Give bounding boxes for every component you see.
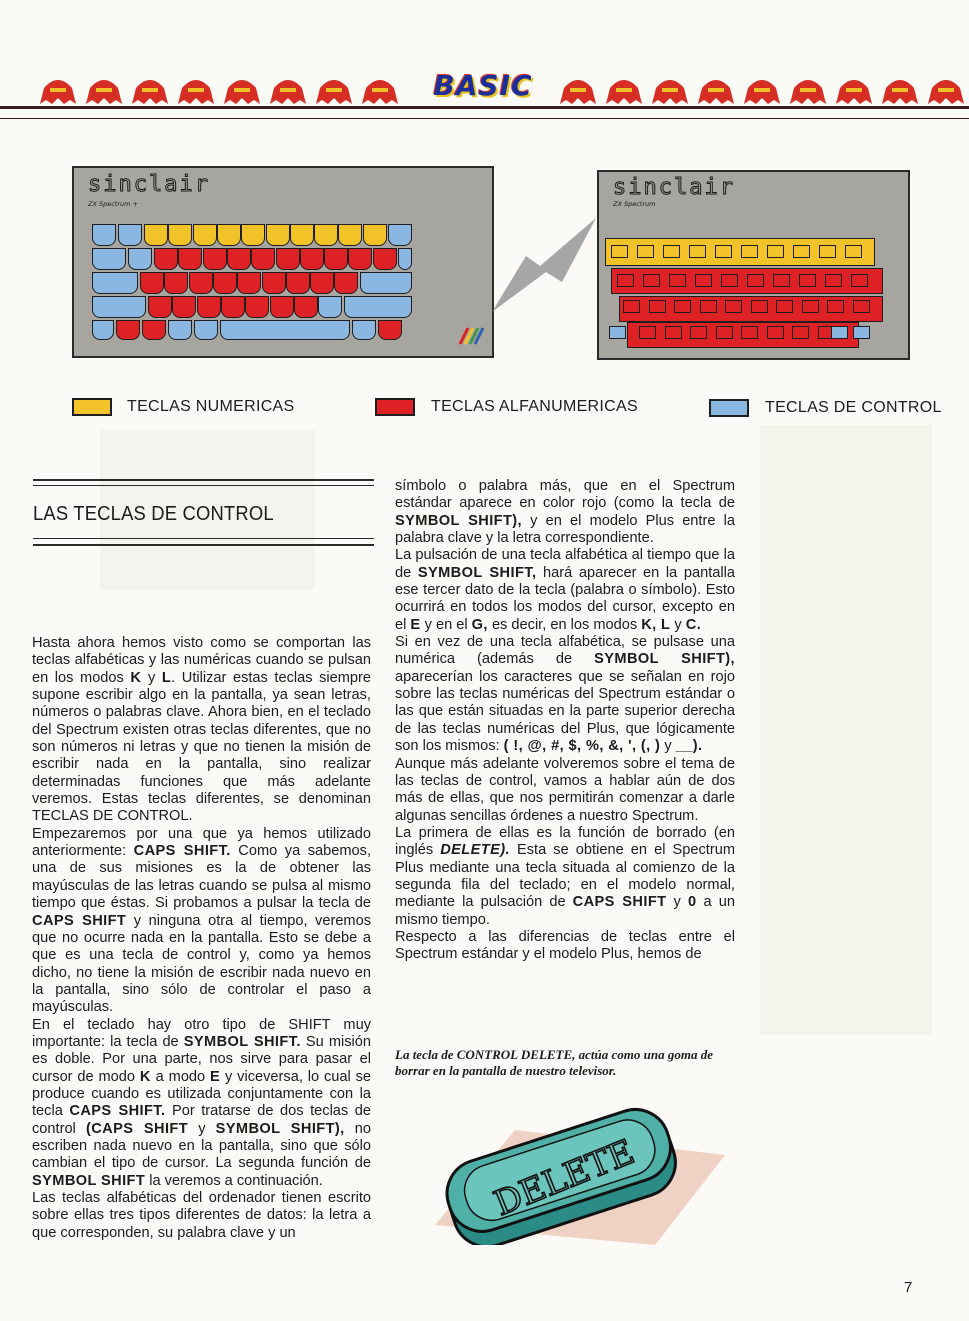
- keyboard-key: [674, 300, 691, 313]
- keyboard-key: [373, 248, 397, 270]
- keyboard-key: [643, 274, 660, 287]
- legend-label-alphanumeric: TECLAS ALFANUMERICAS: [431, 398, 638, 415]
- space-invader-eye: [662, 88, 678, 92]
- keyboard-key: [251, 248, 275, 270]
- keyboard-key: [767, 245, 784, 258]
- space-invader-eye: [846, 88, 862, 92]
- keyboard-key: [193, 224, 217, 246]
- keyboard-key: [851, 274, 868, 287]
- keyboard-key: [144, 224, 168, 246]
- keyboard-key: [197, 296, 221, 318]
- keyboard-key: [262, 272, 286, 294]
- keyboard-key: [721, 274, 738, 287]
- keyboard-key: [378, 320, 402, 340]
- keyboard-key: [609, 326, 626, 339]
- keyboard-key: [845, 245, 862, 258]
- paragraph: símbolo o palabra más, que en el Spectrum estándar aparece en color rojo (como la tecla de SYMBOL SHIFT), y en el modelo Plus entre la palabra clave y la letra correspondiente.: [395, 478, 735, 547]
- figure-caption: La tecla de CONTROL DELETE, actúa como una goma de borrar en la pantalla de nuestro televisor.: [395, 1047, 713, 1078]
- keyboard-brand: sinclair: [613, 175, 735, 200]
- keyboard-key: [189, 272, 213, 294]
- keyboard-key: [716, 326, 733, 339]
- keyboard-key: [363, 224, 387, 246]
- keyboard-key: [221, 296, 245, 318]
- paragraph: Empezaremos por una que ya hemos utilizado anteriormente: CAPS SHIFT. Como ya sabemos, una de sus misiones es la de obtener las mayúsculas de las letras cuando se pulsa al mismo tiempo que éstas. Si probamos a pulsar la tecla de CAPS SHIFT y ninguna otra al tiempo, veremos que no ocurre nada en la pantalla. Esto se debe a que es una tecla de control y, como ya hemos dicho, no tiene la misión de escribir nada nuevo en la pantalla, sino sólo de controlar el paso a mayúsculas.: [32, 825, 372, 1016]
- keyboard-key: [92, 224, 116, 246]
- legend-label-numeric: TECLAS NUMERICAS: [127, 398, 295, 415]
- keyboard-key: [819, 245, 836, 258]
- keyboard-key: [164, 272, 188, 294]
- keyboard-key: [637, 245, 654, 258]
- basic-logo: BASIC: [433, 69, 533, 102]
- keyboard-model: ZX Spectrum: [613, 200, 656, 208]
- keyboard-key: [168, 224, 192, 246]
- keyboard-key: [352, 320, 376, 340]
- keyboard-key: [266, 224, 290, 246]
- keyboard-key: [92, 272, 138, 294]
- keyboard-spectrum-plus: [72, 166, 494, 358]
- keyboard-key: [140, 272, 164, 294]
- keyboard-spectrum-standard: [597, 170, 910, 360]
- keyboard-key: [178, 248, 202, 270]
- keyboard-key: [237, 272, 261, 294]
- legend-swatch-alphanumeric: [375, 398, 415, 416]
- keyboard-key: [649, 300, 666, 313]
- space-invader-eye: [50, 88, 66, 92]
- keyboard-key: [227, 248, 251, 270]
- space-invader-eye: [708, 88, 724, 92]
- keyboard-key: [338, 224, 362, 246]
- paragraph: Si en vez de una tecla alfabética, se pulsase una numérica (además de SYMBOL SHIFT), aparecerían los caracteres que se señalan en rojo sobre las teclas numéricas del Spectrum estándar o las que están situadas en la parte superior derecha de las teclas numéricas del Plus, que lógicamente son los mismos: ( !, @, #, $, %, &, ', (, ) y __).: [395, 634, 735, 755]
- header-rule-thin: [0, 118, 969, 119]
- keyboard-key: [203, 248, 227, 270]
- space-invader-eye: [616, 88, 632, 92]
- keyboard-key: [168, 320, 192, 340]
- header-rule: [0, 106, 969, 109]
- space-invader-eye: [800, 88, 816, 92]
- keyboard-key: [751, 300, 768, 313]
- keyboard-key: [300, 248, 324, 270]
- legend-swatch-numeric: [72, 398, 112, 416]
- keyboard-key: [700, 300, 717, 313]
- space-invader-eye: [372, 88, 388, 92]
- keyboard-key: [715, 245, 732, 258]
- keyboard-key: [314, 224, 338, 246]
- keyboard-key: [154, 248, 178, 270]
- title-rule-bottom-thin: [33, 538, 374, 539]
- keyboard-key: [220, 320, 350, 340]
- keyboard-key: [741, 245, 758, 258]
- keyboard-key: [831, 326, 848, 339]
- keyboard-key: [172, 296, 196, 318]
- space-invader-eye: [754, 88, 770, 92]
- space-invader-eye: [892, 88, 908, 92]
- eraser-label: DELETE: [488, 1132, 640, 1225]
- keyboard-key: [695, 274, 712, 287]
- keyboard-key: [142, 320, 166, 340]
- keyboard-key: [290, 224, 314, 246]
- keyboard-key: [294, 296, 318, 318]
- keyboard-brand: sinclair: [88, 172, 210, 197]
- keyboard-key: [725, 300, 742, 313]
- keyboard-key: [116, 320, 140, 340]
- keyboard-key: [360, 272, 412, 294]
- keyboard-key: [793, 245, 810, 258]
- keyboard-key: [270, 296, 294, 318]
- space-invader-eye: [326, 88, 342, 92]
- keyboard-key: [217, 224, 241, 246]
- keyboard-key: [310, 272, 334, 294]
- keyboard-key: [663, 245, 680, 258]
- keyboard-key: [639, 326, 656, 339]
- keyboard-key: [689, 245, 706, 258]
- page-number: 7: [904, 1279, 913, 1296]
- keyboard-key: [334, 272, 358, 294]
- keyboard-key: [827, 300, 844, 313]
- lightning-bolt-icon: [488, 212, 608, 322]
- keyboard-key: [348, 248, 372, 270]
- paragraph: En el teclado hay otro tipo de SHIFT muy importante: la tecla de SYMBOL SHIFT. Su misión es doble. Por una parte, nos sirve para pasar el cursor de modo K a modo E y viceversa, lo cual se produce cuando es utilizada conjuntamente con la tecla CAPS SHIFT. Por tratarse de dos teclas de control (CAPS SHIFT y SYMBOL SHIFT), no escriben nada nuevo en la pantalla, sino que sólo cambian el tipo de cursor. La segunda función de SYMBOL SHIFT la veremos a continuación.: [32, 1016, 372, 1189]
- keyboard-key: [118, 224, 142, 246]
- keyboard-key: [148, 296, 172, 318]
- legend-label-control: TECLAS DE CONTROL: [765, 399, 942, 416]
- space-invader-eye: [570, 88, 586, 92]
- title-rule-top: [33, 479, 374, 481]
- keyboard-key: [776, 300, 793, 313]
- keyboard-key: [128, 248, 152, 270]
- keyboard-key: [792, 326, 809, 339]
- keyboard-key: [611, 245, 628, 258]
- keyboard-key: [802, 300, 819, 313]
- keyboard-key: [767, 326, 784, 339]
- keyboard-key: [617, 274, 634, 287]
- keyboard-key: [318, 296, 342, 318]
- keyboard-key: [213, 272, 237, 294]
- title-rule-bottom: [33, 544, 374, 546]
- paragraph: La primera de ellas es la función de borrado (en inglés DELETE). Esta se obtiene en el Spectrum Plus mediante una tecla situada al comienzo de la segunda fila del teclado; en el modelo normal, mediante la pulsación de CAPS SHIFT y 0 a un mismo tiempo.: [395, 824, 735, 928]
- space-invader-eye: [96, 88, 112, 92]
- space-invader-eye: [188, 88, 204, 92]
- keyboard-key: [773, 274, 790, 287]
- keyboard-key: [747, 274, 764, 287]
- paragraph: Aunque más adelante volveremos sobre el tema de las teclas de control, vamos a hablar aún de dos más de ellas, que nos permitirán comenzar a darle algunas sencillas órdenes a nuestro Spectrum.: [395, 755, 735, 824]
- keyboard-key: [324, 248, 348, 270]
- keyboard-key: [669, 274, 686, 287]
- space-invader-eye: [234, 88, 250, 92]
- space-invader-eye: [938, 88, 954, 92]
- keyboard-key: [344, 296, 412, 318]
- keyboard-key: [799, 274, 816, 287]
- delete-eraser-illustration: [395, 1085, 740, 1245]
- space-invader-eye: [280, 88, 296, 92]
- rainbow-stripe-icon: [456, 326, 486, 346]
- title-rule-top-thin: [33, 485, 374, 486]
- keyboard-key: [623, 300, 640, 313]
- keyboard-key: [92, 248, 126, 270]
- keyboard-key: [245, 296, 269, 318]
- keyboard-key: [398, 248, 412, 270]
- body-column-left: [32, 635, 371, 1242]
- keyboard-key: [276, 248, 300, 270]
- paragraph: La pulsación de una tecla alfabética al tiempo que la de SYMBOL SHIFT, hará aparecer en la pantalla ese tercer dato de la tecla (palabra o símbolo). Esto ocurrirá en todos los modos del cursor, excepto en el E y en el G, es decir, en los modos K, L y C.: [395, 547, 735, 633]
- paragraph: Hasta ahora hemos visto como se comportan las teclas alfabéticas y las numéricas cuando se pulsan en los modos K y L. Utilizar estas teclas siempre supone escribir algo en la pantalla, ya sean letras, números o palabras clave. Ahora bien, en el teclado del Spectrum existen otras teclas diferentes, que no son números ni letras y que no tienen la misión de escribir nada en la pantalla, sino realizar determinadas funciones que más adelante veremos. Estas teclas diferentes, se denominan TECLAS DE CONTROL.: [32, 635, 372, 825]
- keyboard-key: [825, 274, 842, 287]
- legend-swatch-control: [709, 399, 749, 417]
- keyboard-key: [853, 300, 870, 313]
- keyboard-key: [741, 326, 758, 339]
- space-invader-eye: [142, 88, 158, 92]
- keyboard-model: ZX Spectrum +: [88, 200, 138, 208]
- keyboard-key: [690, 326, 707, 339]
- keyboard-key: [388, 224, 412, 246]
- keyboard-key: [286, 272, 310, 294]
- section-title: LAS TECLAS DE CONTROL: [33, 503, 274, 525]
- keyboard-key: [194, 320, 218, 340]
- keyboard-key: [92, 320, 114, 340]
- paragraph: Las teclas alfabéticas del ordenador tienen escrito sobre ellas tres tipos diferentes de datos: la letra a que corresponden, su palabra clave y un: [32, 1190, 371, 1241]
- keyboard-key: [853, 326, 870, 339]
- paragraph: Respecto a las diferencias de teclas entre el Spectrum estándar y el modelo Plus, hemos de: [395, 928, 735, 963]
- keyboard-key: [241, 224, 265, 246]
- ghost-panel: [760, 425, 932, 1035]
- keyboard-key: [665, 326, 682, 339]
- body-column-right: [395, 478, 735, 964]
- keyboard-key: [92, 296, 146, 318]
